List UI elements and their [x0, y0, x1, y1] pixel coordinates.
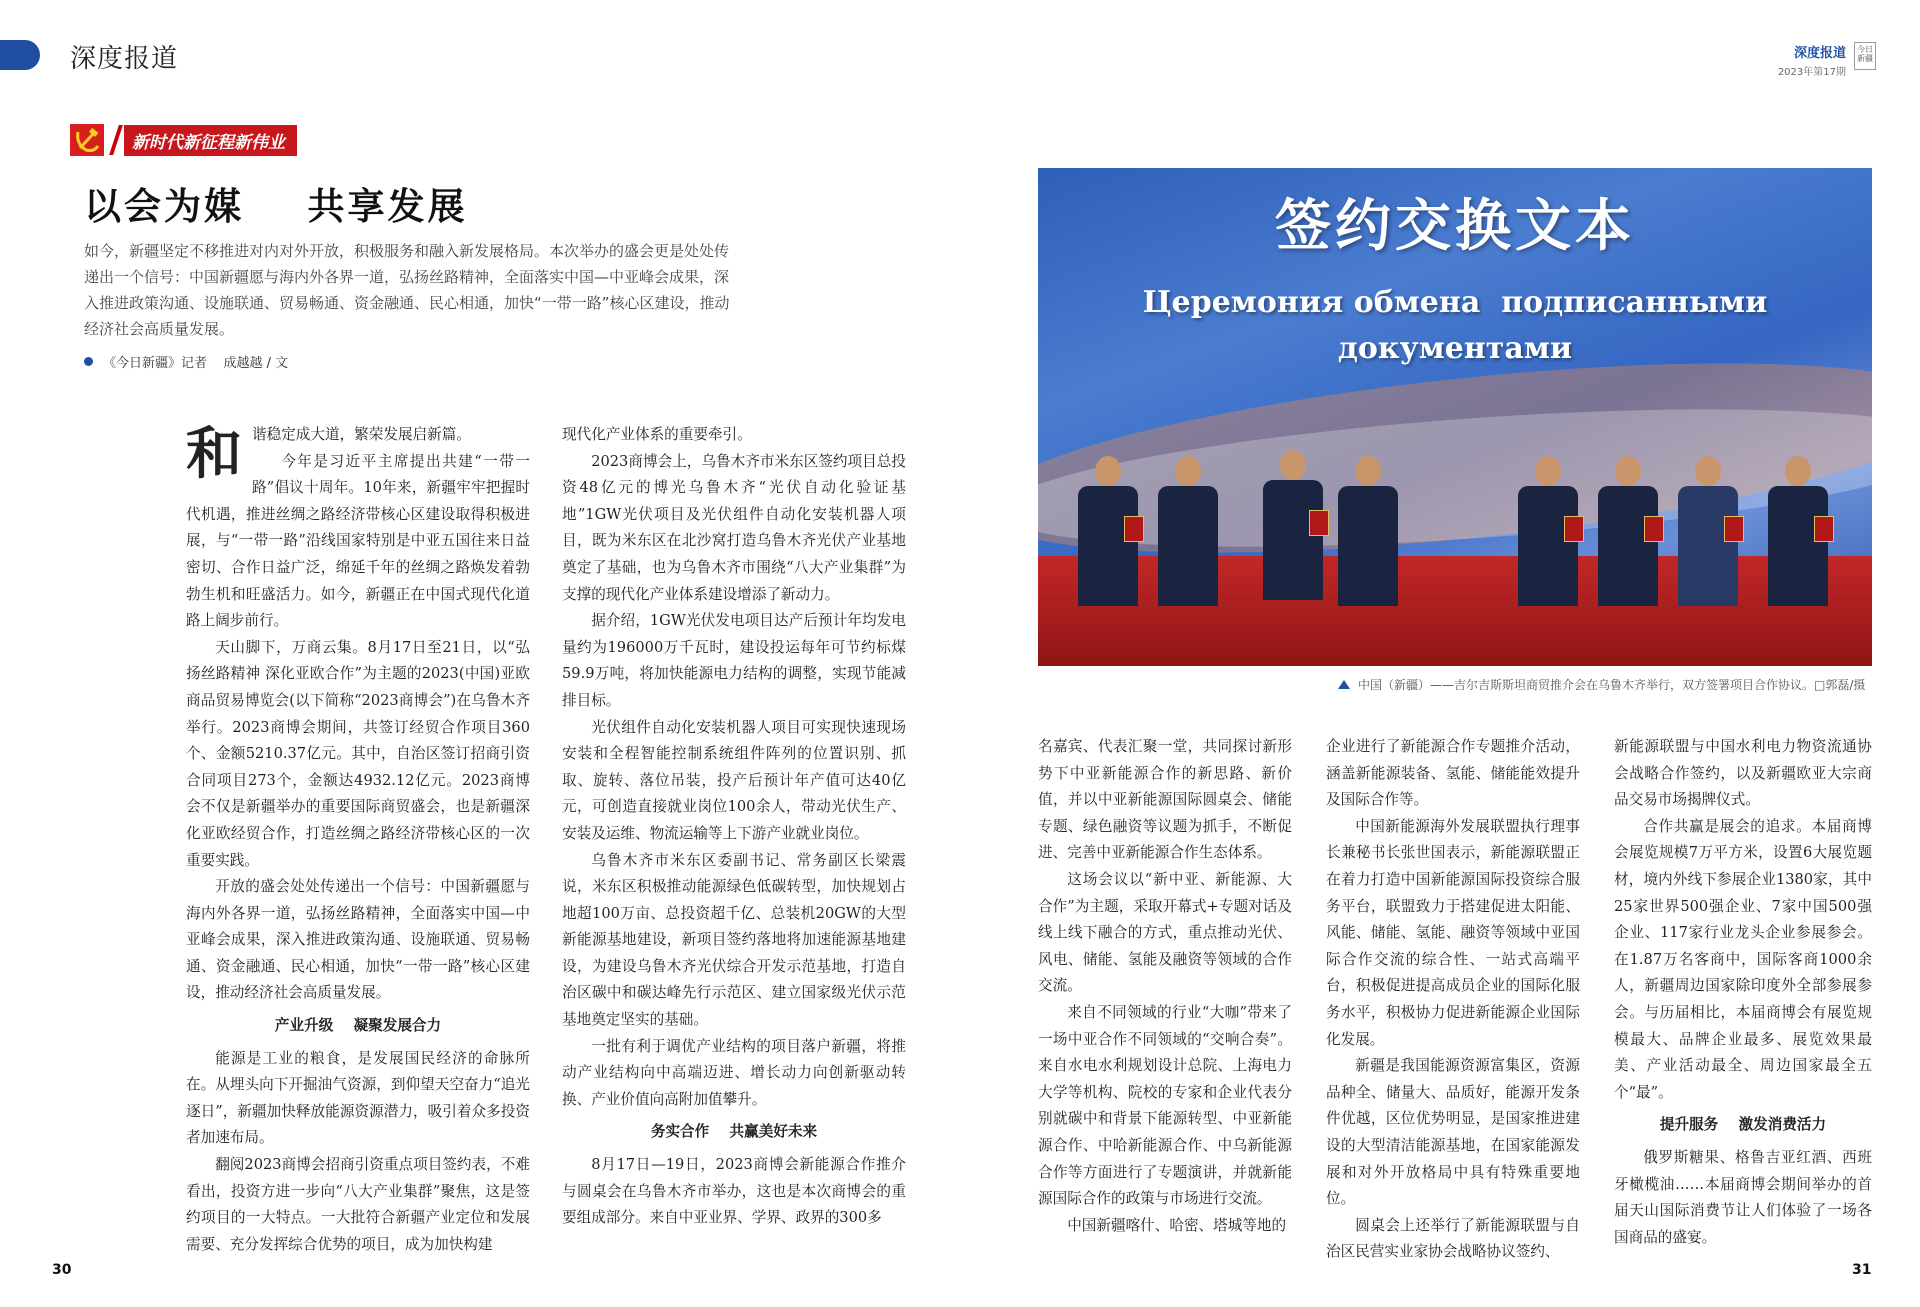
person-figure: [1598, 456, 1658, 606]
kicker: [70, 124, 297, 156]
person-figure: [1158, 456, 1218, 606]
logo-text: 今日新疆: [1857, 45, 1873, 63]
photo-caption: [1338, 676, 1865, 693]
person-figure: [1338, 456, 1398, 606]
header-tab: [0, 40, 40, 70]
paragraph: 名嘉宾、代表汇聚一堂，共同探讨新形势下中亚新能源合作的新思路、新价值，并以中亚新能源国际圆桌会、储能专题、绿色融资等议题为抓手，不断促进、完善中亚新能源合作生态体系。: [1038, 738, 1292, 862]
person-figure: [1518, 456, 1578, 606]
paragraph: 合作共赢是展会的追求。本届商博会展览规模7万平方米，设置6大展览题材，境内外线下参展企业1380家，其中25家世界500强企业、7家中国500强企业、117家行业龙头企业参展参会。在1.87万名客商中，国际客商1000余人，新疆周边国家除印度外全部参展参会。与历届相比，本届商博会有展览规模最大、品牌企业最多、展览效果最美、产业活动最全、周边国家最全五个“最”。: [1614, 817, 1872, 1101]
header-brand: [1778, 42, 1846, 78]
paragraph: 一批有利于调优产业结构的项目落户新疆，将推动产业结构向中高端迈进、增长动力向创新驱动转换、产业价值向高附加值攀升。: [562, 1037, 906, 1108]
drop-cap: 和: [186, 421, 242, 487]
subheading: 产业升级 凝聚发展合力: [274, 1017, 442, 1035]
paragraph: 开放的盛会处处传递出一个信号：中国新疆愿与海内外各界一道，弘扬丝路精神，全面落实中国—中亚峰会成果，深入推进政策沟通、设施联通、贸易畅通、资金融通、民心相通，加快“一带一路”核心区建设，推动经济社会高质量发展。: [186, 878, 530, 1002]
paragraph: 现代化产业体系的重要牵引。: [562, 426, 752, 443]
byline: [84, 352, 288, 371]
subheading: 务实合作 共赢美好未来: [650, 1123, 818, 1141]
banner-ru-line: Церемония обмена подписанными: [1142, 285, 1768, 320]
paragraph: 天山脚下，万商云集。8月17日至21日，以“弘扬丝路精神 深化亚欧合作”为主题的2023(中国)亚欧商品贸易博览会(以下简称“2023商博会”)在乌鲁木齐举行。2023商博会期间，共签订经贸合作项目360个、金额5210.37亿元。其中，自治区签订招商引资合同项目273个，金额达4932.12亿元。2023商博会不仅是新疆举办的重要国际商贸盛会，也是新疆深化亚欧经贸合作，打造丝绸之路经济带核心区的一次重要实践。: [186, 638, 530, 869]
brand-name: 深度报道: [1793, 46, 1846, 61]
caption-text: 中国（新疆）——吉尔吉斯斯坦商贸推介会在乌鲁木齐举行，双方签署项目合作协议。□郭磊/摄: [1358, 678, 1866, 692]
kicker-label: 新时代新征程新伟业: [124, 125, 297, 156]
column-2: [562, 422, 906, 1232]
paragraph: 中国新疆喀什、哈密、塔城等地的: [1067, 1216, 1287, 1234]
caption-triangle-icon: [1338, 680, 1350, 689]
paragraph: 企业进行了新能源合作专题推介活动，涵盖新能源装备、氢能、储能能效提升及国际合作等。: [1326, 738, 1580, 809]
event-photo: [1038, 168, 1872, 666]
photo-banner-russian: [1038, 280, 1872, 372]
paragraph: 翻阅2023商博会招商引资重点项目签约表，不难看出，投资方进一步向“八大产业集群”聚焦，这是签约项目的一大特点。一大批符合新疆产业定位和发展需要、充分发挥综合优势的项目，成为加快构建: [186, 1156, 530, 1253]
person-figure: [1263, 450, 1323, 600]
person-figure: [1678, 456, 1738, 606]
article-headline: 以会为媒 共享发展: [84, 185, 468, 228]
subheading: 提升服务 激发消费活力: [1659, 1116, 1827, 1134]
article-intro: 如今，新疆坚定不移推进对内对外开放，积极服务和融入新发展格局。本次举办的盛会更是处处传递出一个信号：中国新疆愿与海内外各界一道，弘扬丝路精神，全面落实中国—中亚峰会成果，深入推进政策沟通、设施联通、贸易畅通、资金融通、民心相通，加快“一带一路”核心区建设，推动经济社会高质量发展。: [84, 242, 730, 338]
paragraph: 中国新能源海外发展联盟执行理事长兼秘书长张世国表示，新能源联盟正在着力打造中国新能源国际投资综合服务平台，联盟致力于搭建促进太阳能、风能、储能、氢能、融资等领域中亚国际合作交流的综合性、一站式高端平台，积极促进提高成员企业的国际化服务水平，积极协力促进新能源企业国际化发展。: [1326, 817, 1580, 1048]
paragraph: 新疆是我国能源资源富集区，资源品种全、储量大、品质好，能源开发条件优越，区位优势明显，是国家推进建设的大型清洁能源基地，在国家能源发展和对外开放格局中具有特殊重要地位。: [1326, 1057, 1580, 1208]
paragraph: 乌鲁木齐市米东区委副书记、常务副区长梁震说，米东区积极推动能源绿色低碳转型，加快规划占地超100万亩、总投资超千亿、总装机20GW的大型新能源基地建设，新项目签约落地将加速能源基地建设，为建设乌鲁木齐光伏综合开发示范基地，打造自治区碳中和碳达峰先行示范区、建立国家级光伏示范基地奠定坚实的基础。: [562, 851, 906, 1029]
person-figure: [1768, 456, 1828, 606]
paragraph: 圆桌会上还举行了新能源联盟与自治区民营实业家协会战略协议签约、: [1326, 1216, 1580, 1261]
paragraph: 新能源联盟与中国水利电力物资流通协会战略合作签约，以及新疆欧亚大宗商品交易市场揭牌仪式。: [1614, 738, 1872, 809]
paragraph: 这场会议以“新中亚、新能源、大合作”为主题，采取开幕式+专题对话及线上线下融合的方式，重点推动光伏、风电、储能、氢能及融资等领域的合作交流。: [1038, 870, 1292, 995]
paragraph: 俄罗斯糖果、格鲁吉亚红酒、西班牙橄榄油……本届商博会期间举办的首届天山国际消费节让人们体验了一场各国商品的盛宴。: [1614, 1148, 1872, 1246]
issue-number: 2023年第17期: [1777, 67, 1846, 78]
kicker-divider: [109, 125, 123, 155]
page-number-left: 30: [52, 1262, 72, 1278]
column-4: [1326, 734, 1580, 1266]
page-number-right: 31: [1852, 1262, 1872, 1278]
person-figure: [1078, 456, 1138, 606]
magazine-logo: [1854, 42, 1876, 70]
paragraph: 2023商博会上，乌鲁木齐市米东区签约项目总投资48亿元的博光乌鲁木齐“光伏自动化验证基地”1GW光伏项目及光伏组件自动化安装机器人项目，既为米东区在北沙窝打造乌鲁木齐光伏产业基地奠定了基础，也为乌鲁木齐市围绕“八大产业集群”为支撑的现代化产业体系建设增添了新动力。: [562, 452, 906, 603]
paragraph: 今年是习近平主席提出共建“一带一路”倡议十周年。10年来，新疆牢牢把握时代机遇，推进丝绸之路经济带核心区建设取得积极进展，与“一带一路”沿线国家特别是中亚五国往来日益密切、合作日益广泛，绵延千年的丝绸之路焕发着勃勃生机和旺盛活力。如今，新疆正在中国式现代化道路上阔步前行。: [186, 452, 530, 630]
paragraph: 8月17日—19日，2023商博会新能源合作推介与圆桌会在乌鲁木齐市举办，这也是本次商博会的重要组成部分。来自中亚业界、学界、政界的300多: [562, 1156, 906, 1227]
paragraph: 来自不同领域的行业“大咖”带来了一场中亚合作不同领域的“交响合奏”。来自水电水利规划设计总院、上海电力大学等机构、院校的专家和企业代表分别就碳中和背景下能源转型、中亚新能源合作、中哈新能源合作、中乌新能源合作等方面进行了专题演讲，并就新能源国际合作的政策与市场进行交流。: [1038, 1003, 1292, 1208]
party-emblem-icon: [70, 124, 104, 156]
paragraph: 据介绍，1GW光伏发电项目达产后预计年均发电量约为196000万千瓦时，建设投运每年可节约标煤59.9万吨，将加快能源电力结构的调整，实现节能减排目标。: [562, 612, 906, 709]
column-5: [1614, 734, 1872, 1251]
section-title: 深度报道: [70, 44, 179, 74]
column-3: [1038, 734, 1292, 1239]
paragraph: 谐稳定成大道，繁荣发展启新篇。: [252, 426, 471, 443]
paragraph: 光伏组件自动化安装机器人项目可实现快速现场安装和全程智能控制系统组件阵列的位置识别、抓取、旋转、落位吊装，投产后预计年产值可达40亿元，可创造直接就业岗位100余人，带动光伏生产、安装及运维、物流运输等上下游产业就业岗位。: [562, 718, 906, 842]
paragraph: 能源是工业的粮食，是发展国民经济的命脉所在。从埋头向下开掘油气资源，到仰望天空奋力“追光逐日”，新疆加快释放能源资源潜力，吸引着众多投资者加速布局。: [186, 1049, 530, 1147]
banner-ru-line: документами: [1337, 331, 1573, 366]
photo-banner-chinese: 签约交换文本: [1275, 194, 1635, 259]
column-1: [186, 422, 530, 1258]
byline-bullet-icon: [84, 357, 93, 366]
byline-text: 《今日新疆》记者 成越越 / 文: [103, 356, 289, 371]
